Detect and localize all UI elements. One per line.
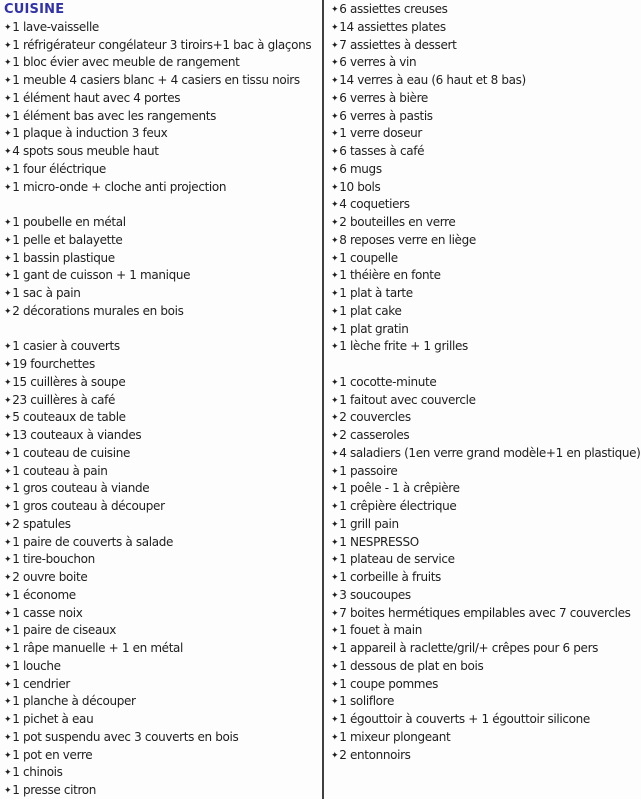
list-item: [4, 54, 322, 72]
list-item: [331, 232, 641, 250]
list-item-label: 1 égouttoir à couverts + 1 égouttoir silicone: [339, 712, 590, 726]
list-item: [331, 445, 641, 463]
bullet-icon: ✦: [4, 306, 12, 317]
list-item: [4, 374, 322, 392]
list-item: [331, 516, 641, 534]
list-item-label: 6 verres à bière: [339, 90, 428, 105]
list-item: [331, 108, 641, 126]
list-item-label: 2 décorations murales en bois: [12, 303, 184, 318]
bullet-icon: ✦: [331, 644, 339, 654]
list-item: [4, 747, 322, 765]
bullet-icon: ✦: [4, 466, 12, 477]
bullet-icon: ✦: [4, 289, 12, 299]
bullet-icon: ✦: [331, 164, 339, 175]
list-item: [4, 250, 322, 268]
list-item-label: 1 gant de cuisson + 1 manique: [12, 268, 191, 283]
bullet-icon: ✦: [331, 147, 339, 157]
list-item: [331, 19, 641, 37]
list-item: [331, 640, 641, 658]
list-item: [331, 693, 641, 711]
list-item-label: 1 élément haut avec 4 portes: [12, 90, 181, 105]
bullet-icon: ✦: [331, 253, 339, 264]
list-item-label: 1 louche: [12, 658, 61, 673]
list-item-label: 4 coquetiers: [339, 197, 410, 212]
list-item-label: 1 économe: [12, 587, 76, 602]
list-item: [4, 569, 322, 587]
list-item-label: 1 pot suspendu avec 3 couverts en bois: [12, 729, 239, 744]
bullet-icon: ✦: [4, 608, 12, 619]
list-item-label: 1 casse noix: [12, 605, 83, 620]
list-item-label: 1 paire de ciseaux: [12, 623, 116, 638]
bullet-icon: ✦: [4, 484, 12, 495]
list-item-label: 6 verres à vin: [339, 55, 417, 70]
list-item: [331, 409, 641, 427]
bullet-icon: ✦: [331, 679, 339, 690]
bullet-icon: ✦: [4, 58, 12, 69]
list-item: [4, 143, 322, 161]
list-item: [4, 463, 322, 481]
list-item: [331, 1, 641, 19]
list-item-label: 2 bouteilles en verre: [339, 215, 456, 229]
bullet-icon: ✦: [4, 448, 12, 459]
bullet-icon: ✦: [331, 661, 339, 672]
bullet-icon: ✦: [4, 129, 12, 140]
list-item: [4, 782, 322, 799]
list-item-label: 1 fouet à main: [339, 623, 422, 638]
list-item-label: 1 appareil à raclette/gril/+ crêpes pour 6 pers: [339, 641, 599, 655]
list-item: [4, 161, 322, 179]
list-item-label: 1 NESPRESSO: [339, 534, 419, 549]
list-item-label: 1 lave-vaisselle: [12, 19, 99, 34]
list-item: [331, 90, 641, 108]
list-item-label: 1 four éléctrique: [12, 161, 106, 176]
bullet-icon: ✦: [4, 413, 12, 424]
bullet-icon: ✦: [331, 40, 339, 51]
list-item: [331, 321, 641, 339]
bullet-icon: ✦: [4, 164, 12, 175]
list-item-label: 1 couteau de cuisine: [12, 445, 130, 460]
list-item-label: 1 crêpière électrique: [339, 499, 457, 513]
list-item-label: 2 casseroles: [339, 428, 410, 442]
bullet-icon: ✦: [331, 413, 339, 424]
list-item-label: 1 meuble 4 casiers blanc + 4 casiers en tissu noirs: [12, 73, 300, 87]
list-item: [331, 214, 641, 232]
list-item: [331, 427, 641, 445]
list-item-label: 1 tire-bouchon: [12, 552, 95, 567]
bullet-icon: ✦: [4, 271, 12, 282]
list-item-label: 1 coupelle: [339, 250, 398, 265]
bullet-icon: ✦: [331, 395, 339, 406]
bullet-icon: ✦: [331, 626, 339, 637]
list-item-label: 1 grill pain: [339, 516, 399, 531]
list-item: [331, 374, 641, 392]
bullet-icon: ✦: [4, 111, 12, 122]
list-item: [4, 427, 322, 445]
list-item-label: 1 plateau de service: [339, 552, 455, 567]
list-item: [4, 658, 322, 676]
list-item-label: 1 réfrigérateur congélateur 3 tiroirs+1 bac à glaçons: [12, 37, 312, 52]
list-item-label: 13 couteaux à viandes: [12, 428, 142, 442]
list-item-label: 1 plat à tarte: [339, 286, 413, 300]
list-item: [331, 143, 641, 161]
list-item: [4, 90, 322, 108]
bullet-icon: ✦: [4, 377, 12, 388]
bullet-icon: ✦: [4, 715, 12, 725]
list-item: [331, 161, 641, 179]
list-item-label: 1 paire de couverts à salade: [12, 534, 174, 549]
bullet-icon: ✦: [4, 644, 12, 654]
list-item: [4, 392, 322, 410]
list-item-label: 1 élément bas avec les rangements: [12, 108, 216, 123]
bullet-icon: ✦: [331, 5, 339, 15]
list-item: [331, 480, 641, 498]
group-spacer: [4, 321, 322, 339]
list-item-label: 7 assiettes à dessert: [339, 37, 457, 52]
list-item-label: 14 verres à eau (6 haut et 8 bas): [339, 73, 526, 87]
list-item: [4, 640, 322, 658]
list-item: [331, 551, 641, 569]
list-item: [331, 658, 641, 676]
list-item: [4, 551, 322, 569]
group-spacer: [4, 196, 322, 214]
list-item: [331, 587, 641, 605]
bullet-icon: ✦: [4, 395, 12, 406]
page-title: CUISINE: [4, 2, 65, 17]
bullet-icon: ✦: [4, 431, 12, 441]
bullet-icon: ✦: [4, 573, 12, 583]
list-item-label: 1 gros couteau à découper: [12, 499, 165, 513]
bullet-icon: ✦: [4, 750, 12, 761]
list-item: [331, 463, 641, 481]
list-item-label: 6 assiettes creuses: [339, 2, 448, 16]
column-right: [331, 0, 641, 799]
bullet-icon: ✦: [4, 519, 12, 530]
list-item-label: 1 casier à couverts: [12, 339, 120, 354]
list-item: [4, 214, 322, 232]
list-item-label: 1 pelle et balayette: [12, 232, 123, 247]
list-item-label: 6 verres à pastis: [339, 108, 433, 123]
list-item-label: 1 planche à découper: [12, 694, 136, 709]
list-item: [4, 480, 322, 498]
bullet-icon: ✦: [331, 289, 339, 299]
list-item: [331, 37, 641, 55]
list-item-label: 1 lèche frite + 1 grilles: [339, 339, 468, 354]
bullet-icon: ✦: [331, 58, 339, 69]
list-item: [331, 303, 641, 321]
bullet-icon: ✦: [331, 573, 339, 583]
list-item: [4, 622, 322, 640]
group-spacer: [331, 356, 641, 374]
list-item: [4, 303, 322, 321]
bullet-icon: ✦: [4, 342, 12, 353]
list-item-label: 1 bassin plastique: [12, 250, 115, 265]
list-item-label: 8 reposes verre en liège: [339, 232, 476, 247]
list-item-label: 1 pot en verre: [12, 747, 93, 762]
bullet-icon: ✦: [331, 235, 339, 246]
list-item: [331, 54, 641, 72]
list-item: [331, 250, 641, 268]
list-item: [4, 587, 322, 605]
bullet-icon: ✦: [331, 22, 339, 33]
list-item-label: 2 spatules: [12, 516, 71, 531]
list-item: [4, 676, 322, 694]
column-divider: [322, 0, 324, 799]
bullet-icon: ✦: [331, 484, 339, 495]
bullet-icon: ✦: [4, 147, 12, 157]
list-item-label: 1 bloc évier avec meuble de rangement: [12, 55, 240, 70]
list-item-label: 5 couteaux de table: [12, 410, 126, 425]
bullet-icon: ✦: [331, 555, 339, 566]
bullet-icon: ✦: [4, 626, 12, 637]
list-item: [331, 392, 641, 410]
list-item: [331, 267, 641, 285]
bullet-icon: ✦: [4, 590, 12, 601]
bullet-icon: ✦: [331, 502, 339, 512]
bullet-icon: ✦: [331, 182, 339, 193]
bullet-icon: ✦: [331, 377, 339, 388]
bullet-icon: ✦: [331, 76, 339, 86]
bullet-icon: ✦: [4, 253, 12, 264]
bullet-icon: ✦: [331, 129, 339, 140]
list-item: [4, 232, 322, 250]
list-item: [331, 569, 641, 587]
list-item-label: 1 pichet à eau: [12, 712, 94, 726]
list-item-label: 10 bols: [339, 179, 381, 194]
bullet-icon: ✦: [331, 271, 339, 282]
bullet-icon: ✦: [331, 715, 339, 725]
bullet-icon: ✦: [4, 502, 12, 512]
bullet-icon: ✦: [4, 768, 12, 779]
bullet-icon: ✦: [331, 342, 339, 353]
list-item: [331, 285, 641, 303]
list-item: [331, 125, 641, 143]
list-item-label: 2 entonnoirs: [339, 747, 411, 762]
list-item-label: 1 presse citron: [12, 783, 97, 797]
list-item-label: 1 verre doseur: [339, 126, 422, 141]
list-item: [4, 711, 322, 729]
bullet-icon: ✦: [4, 697, 12, 708]
list-item: [4, 409, 322, 427]
list-item-label: 2 couvercles: [339, 410, 411, 425]
list-item: [331, 179, 641, 197]
list-item: [4, 445, 322, 463]
bullet-icon: ✦: [331, 697, 339, 708]
list-item: [331, 498, 641, 516]
bullet-icon: ✦: [4, 182, 12, 193]
list-item: [4, 338, 322, 356]
list-item-label: 1 chinois: [12, 765, 63, 780]
bullet-icon: ✦: [331, 431, 339, 441]
list-item-label: 1 plat gratin: [339, 321, 409, 336]
bullet-icon: ✦: [4, 40, 12, 51]
bullet-icon: ✦: [4, 235, 12, 246]
list-item-label: 1 corbeille à fruits: [339, 570, 441, 584]
list-item: [4, 125, 322, 143]
list-item-label: 1 micro-onde + cloche anti projection: [12, 179, 227, 194]
list-item: [4, 267, 322, 285]
column-left: [4, 0, 322, 799]
list-item: [331, 622, 641, 640]
list-item: [4, 534, 322, 552]
bullet-icon: ✦: [331, 218, 339, 228]
list-item-label: 6 tasses à café: [339, 144, 425, 158]
bullet-icon: ✦: [331, 93, 339, 104]
list-item-label: 14 assiettes plates: [339, 19, 446, 34]
bullet-icon: ✦: [4, 661, 12, 672]
list-item-label: 1 gros couteau à viande: [12, 481, 150, 496]
list-item-label: 7 boites hermétiques empilables avec 7 couvercles: [339, 605, 631, 620]
bullet-icon: ✦: [331, 732, 339, 743]
bullet-icon: ✦: [4, 732, 12, 743]
bullet-icon: ✦: [331, 750, 339, 761]
bullet-icon: ✦: [331, 519, 339, 530]
list-item: [331, 747, 641, 765]
list-item-label: 19 fourchettes: [12, 357, 95, 371]
list-item-label: 1 dessous de plat en bois: [339, 658, 484, 673]
list-item: [331, 711, 641, 729]
list-item-label: 15 cuillères à soupe: [12, 374, 126, 389]
list-item-label: 1 coupe pommes: [339, 676, 439, 691]
list-item-label: 1 cocotte-minute: [339, 374, 437, 389]
bullet-icon: ✦: [331, 306, 339, 317]
list-item: [4, 729, 322, 747]
bullet-icon: ✦: [331, 466, 339, 477]
list-item-label: 23 cuillères à café: [12, 392, 116, 407]
list-item-label: 1 poêle - 1 à crêpière: [339, 481, 460, 496]
list-item: [4, 37, 322, 55]
list-item: [4, 516, 322, 534]
list-item: [4, 356, 322, 374]
list-item: [4, 285, 322, 303]
list-item-label: 1 faitout avec couvercle: [339, 392, 476, 407]
list-item-label: 6 mugs: [339, 161, 382, 176]
list-item: [4, 72, 322, 90]
list-item: [331, 196, 641, 214]
list-item: [331, 729, 641, 747]
list-item: [331, 605, 641, 623]
list-item-label: 1 soliflore: [339, 694, 395, 709]
bullet-icon: ✦: [331, 448, 339, 459]
list-item: [4, 19, 322, 37]
bullet-icon: ✦: [4, 679, 12, 690]
bullet-icon: ✦: [331, 590, 339, 601]
list-item-label: 1 théière en fonte: [339, 268, 441, 283]
bullet-icon: ✦: [4, 537, 12, 548]
list-item: [331, 72, 641, 90]
bullet-icon: ✦: [4, 93, 12, 104]
bullet-icon: ✦: [331, 324, 339, 335]
list-item: [331, 534, 641, 552]
bullet-icon: ✦: [331, 608, 339, 619]
list-item: [4, 764, 322, 782]
list-item-label: 2 ouvre boite: [12, 570, 88, 584]
list-item-label: 1 mixeur plongeant: [339, 729, 451, 744]
list-item: [4, 179, 322, 197]
list-item: [331, 676, 641, 694]
list-item-label: 1 cendrier: [12, 676, 70, 691]
list-item: [4, 605, 322, 623]
list-item-label: 1 plat cake: [339, 303, 402, 318]
bullet-icon: ✦: [4, 360, 12, 370]
list-item-label: 3 soucoupes: [339, 587, 411, 602]
bullet-icon: ✦: [331, 111, 339, 122]
bullet-icon: ✦: [4, 786, 12, 796]
bullet-icon: ✦: [4, 76, 12, 86]
list-item-label: 1 râpe manuelle + 1 en métal: [12, 641, 184, 655]
bullet-icon: ✦: [4, 22, 12, 33]
list-item-label: 1 couteau à pain: [12, 463, 108, 478]
list-item: [4, 693, 322, 711]
bullet-icon: ✦: [4, 555, 12, 566]
list-item-label: 1 sac à pain: [12, 286, 81, 300]
list-item: [4, 108, 322, 126]
list-item-label: 1 poubelle en métal: [12, 215, 126, 229]
list-item-label: 1 passoire: [339, 463, 398, 478]
list-item: [4, 498, 322, 516]
bullet-icon: ✦: [4, 218, 12, 228]
list-item-label: 1 plaque à induction 3 feux: [12, 126, 168, 141]
bullet-icon: ✦: [331, 200, 339, 211]
bullet-icon: ✦: [331, 537, 339, 548]
list-item-label: 4 saladiers (1en verre grand modèle+1 en plastique): [339, 445, 641, 460]
list-item: [331, 338, 641, 356]
list-item-label: 4 spots sous meuble haut: [12, 144, 159, 158]
